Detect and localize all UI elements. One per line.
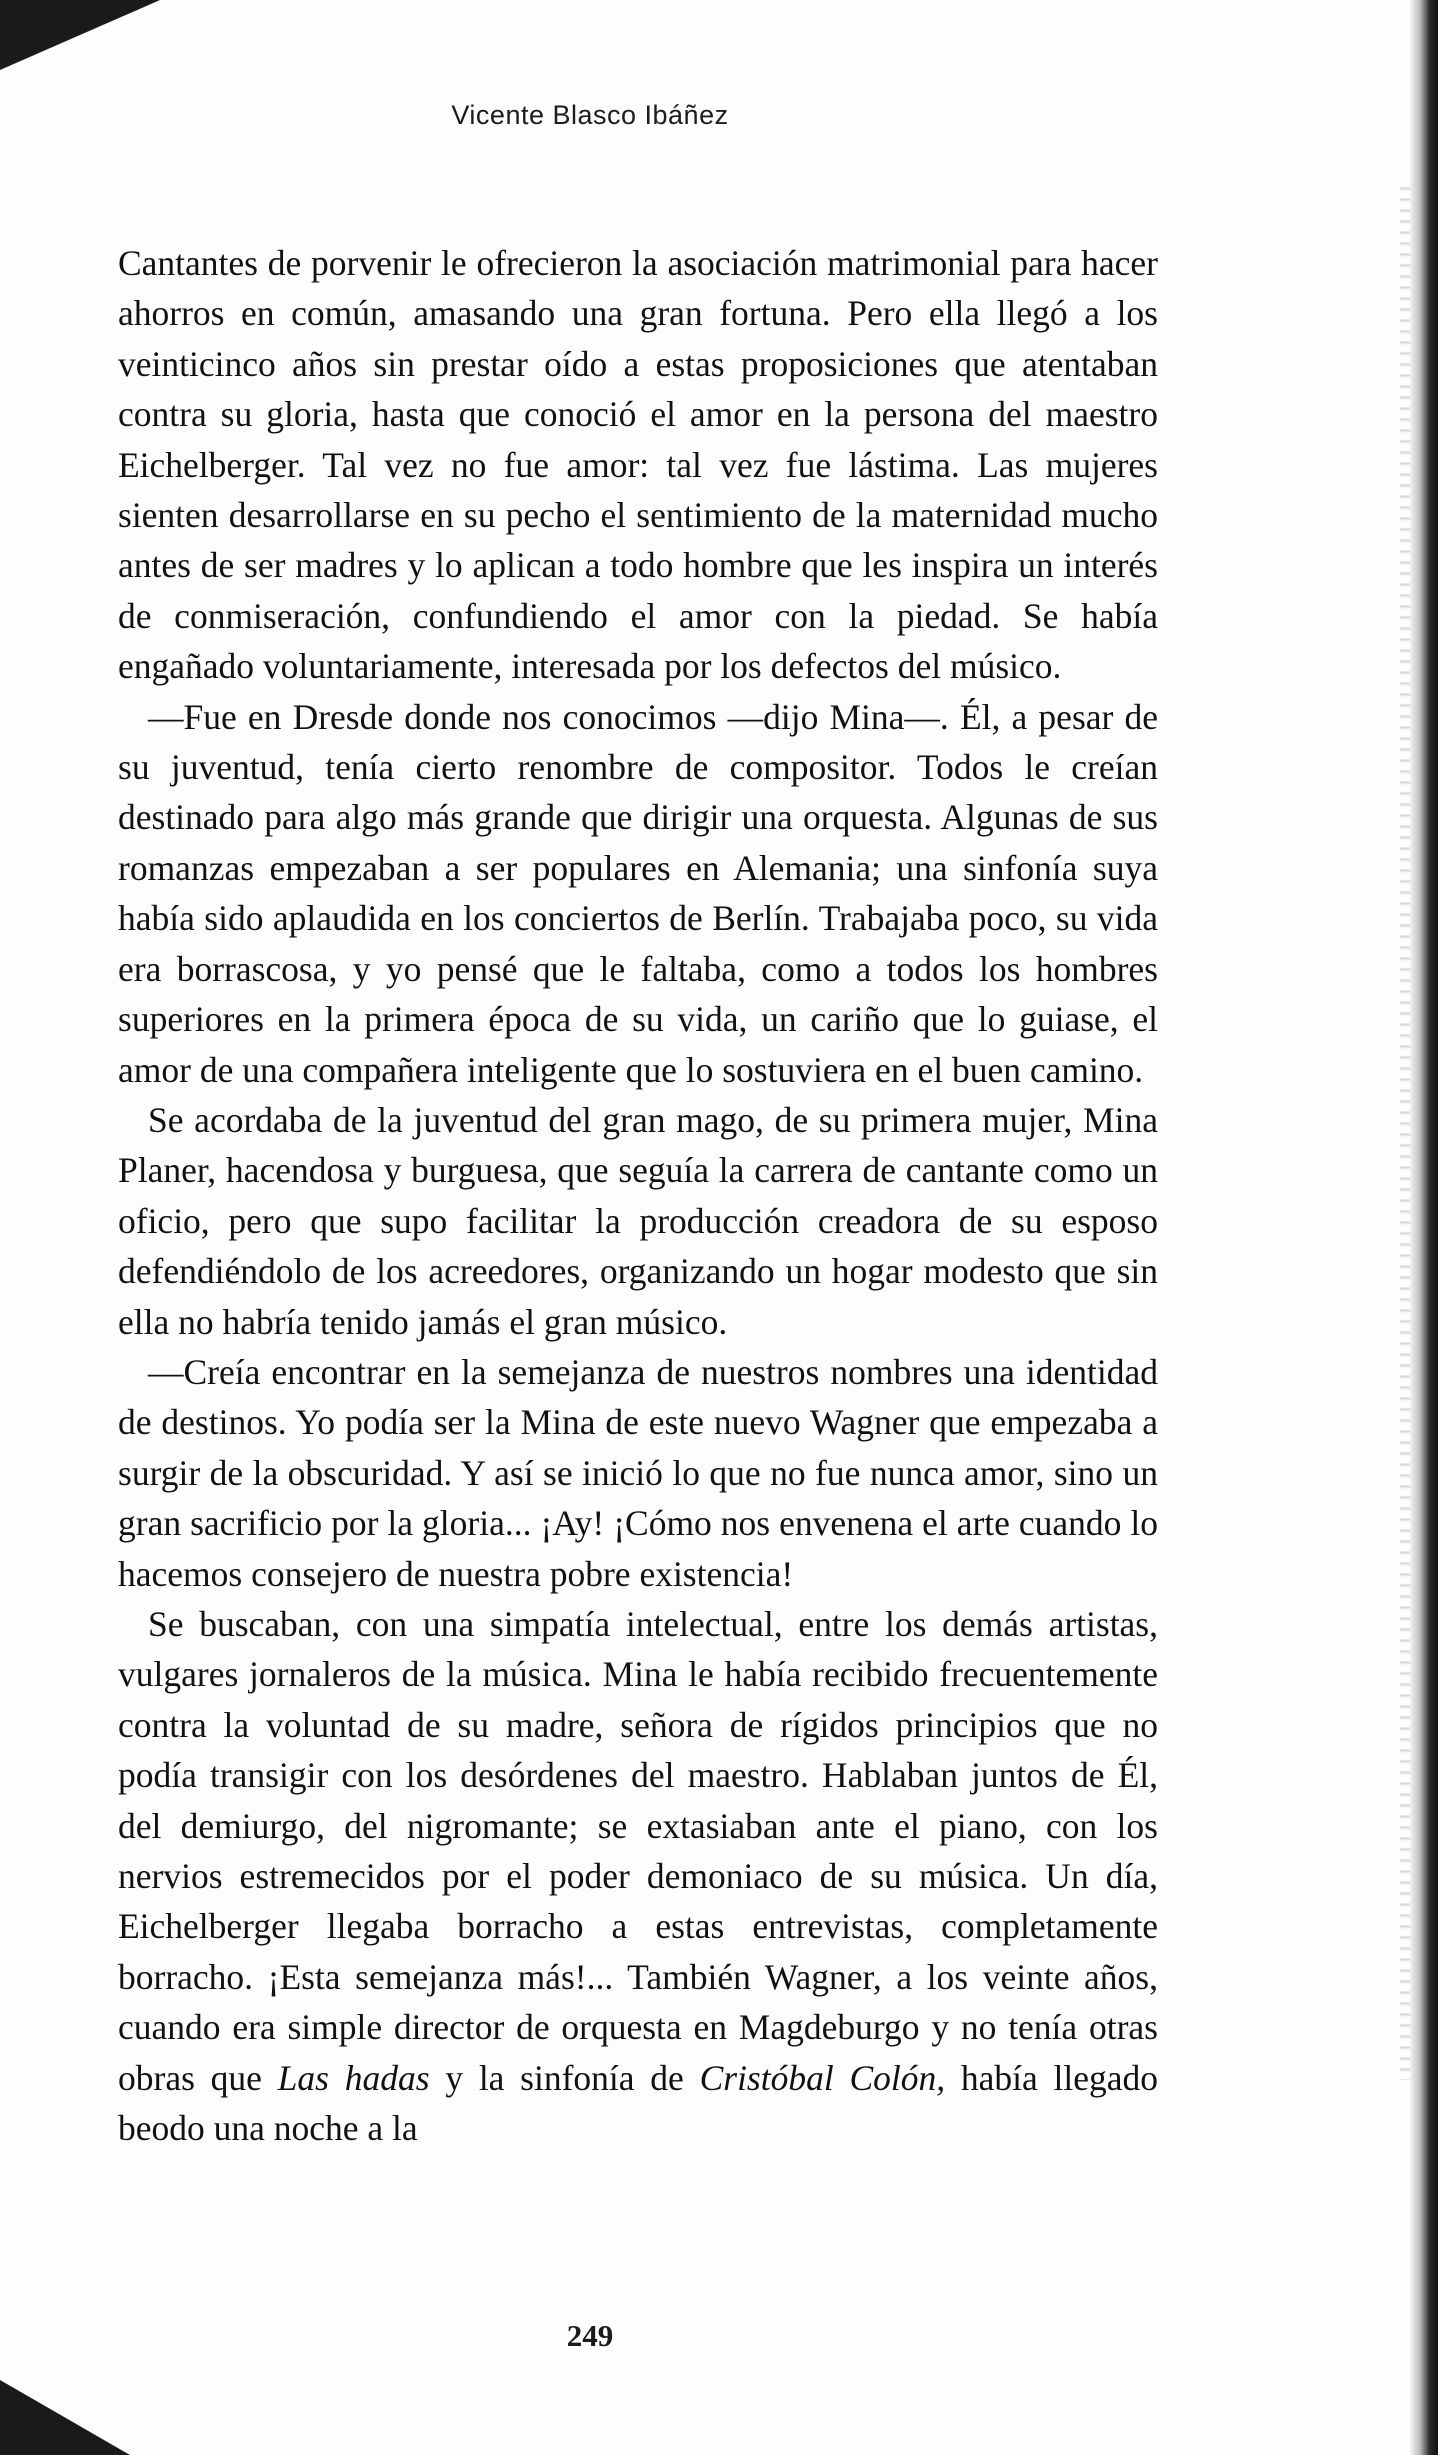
paragraph-1: Cantantes de porvenir le ofrecieron la asociación matrimonial para hacer ahorros en común, amasando una gran fortuna. Pero ella llegó a los veinticinco años sin prestar oído a estas proposiciones que atentaban contra su gloria, hasta que conoció el amor en la persona del maestro Eichelberger. Tal vez no fue amor: tal vez fue lástima. Las mujeres sienten desarrollarse en su pecho el sentimiento de la maternidad mucho antes de ser madres y lo aplican a todo hombre que les inspira un interés de conmiseración, confundiendo el amor con la piedad. Se había engañado voluntariamente, interesada por los defectos del músico. (118, 243, 1158, 687)
scan-edge-noise (1400, 180, 1410, 2080)
paragraph-3: Se acordaba de la juventud del gran mago, de su primera mujer, Mina Planer, hacendosa y burguesa, que seguía la carrera de cantante como un oficio, pero que supo facilitar la producción creadora de su esposo defendiéndolo de los acreedores, organizando un hogar modesto que sin ella no habría tenido jamás el gran músico. (118, 1099, 1158, 1342)
paragraph-4: —Creía encontrar en la semejanza de nuestros nombres una identidad de destinos. Yo podía ser la Mina de este nuevo Wagner que empezaba a surgir de la obscuridad. Y así se inició lo que no fue nunca amor, sino un gran sacrificio por la gloria... ¡Ay! ¡Cómo nos envenena el arte cuando lo hacemos consejero de nuestra pobre existencia! (118, 1351, 1158, 1594)
title-cristobal-colon: Cristóbal Colón, (699, 2057, 946, 2098)
paragraph-5 (118, 1599, 1158, 2153)
running-head-author: Vicente Blasco Ibáñez (451, 100, 729, 130)
scan-shadow-top-left (0, 0, 160, 70)
page-number: 249 (566, 2318, 614, 2353)
paragraph-5-end: había llegado beodo una noche a la (118, 2057, 1159, 2149)
paragraph-2: —Fue en Dresde donde nos conocimos —dijo Mina—. Él, a pesar de su juventud, tenía cierto renombre de compositor. Todos le creían destinado para algo más grande que dirigir una orquesta. Algunas de sus romanzas empezaban a ser populares en Alemania; una sinfonía suya había sido aplaudida en los conciertos de Berlín. Trabajaba poco, su vida era borrascosa, y yo pensé que le faltaba, como a todos los hombres superiores en la primera época de su vida, un cariño que lo guiase, el amor de una compañera inteligente que lo sostuviera en el buen camino. (118, 696, 1158, 1090)
scan-edge-right (1410, 0, 1438, 2455)
title-las-hadas: Las hadas (277, 2057, 430, 2098)
paragraph-5-mid: y la sinfonía de (429, 2057, 700, 2098)
body-text (118, 238, 1158, 2153)
paragraph-5-text: Se buscaban, con una simpatía intelectual, entre los demás artistas, vulgares jornaleros de la música. Mina le había recibido frecuentemente contra la voluntad de su madre, señora de rígidos principios que no podía transigir con los desórdenes del maestro. Hablaban juntos de Él, del demiurgo, del nigromante; se extasiaban ante el piano, con los nervios estremecidos por el poder demoniaco de su música. Un día, Eichelberger llegaba borracho a estas entrevistas, completamente borracho. ¡Esta semejanza más!... También Wagner, a los veinte años, cuando era simple director de orquesta en Magdeburgo y no tenía otras obras que (118, 1603, 1158, 2098)
scan-shadow-bottom-left (0, 2380, 130, 2455)
